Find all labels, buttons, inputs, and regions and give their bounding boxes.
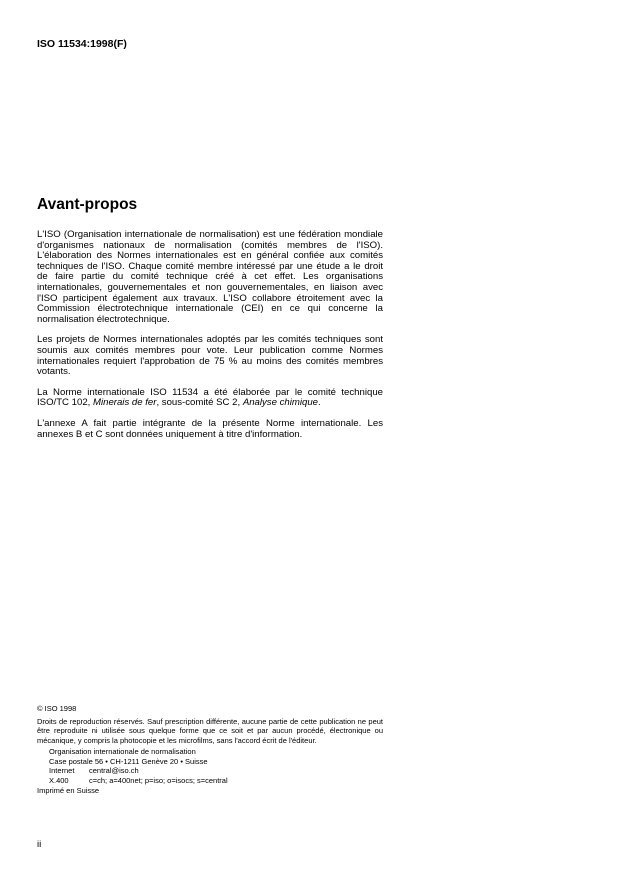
committee-name: Minerais de fer [92,397,157,409]
preparation-text-1: La Norme internationale ISO 11534 a été élaborée par le comité technique ISO/TC 102, [37,386,383,409]
foreword-body [37,230,383,450]
x400-value: c=ch; a=400net; p=iso; o=isocs; s=central [89,775,228,785]
x400-row [49,776,383,786]
page-number: ii [37,839,42,850]
section-title: Avant-propos [37,196,138,213]
paragraph-preparation [37,388,383,409]
org-name: Organisation internationale de normalisation [49,747,196,756]
document-code: ISO 11534:1998(F) [37,38,127,50]
internet-value: central@iso.ch [89,766,139,775]
x400-label: X.400 [49,775,69,785]
printed-in: Imprimé en Suisse [37,786,100,795]
internet-label: Internet [49,766,75,775]
internet-row [49,766,383,776]
paragraph-draft-standards: Les projets de Normes internationales adoptés par les comités techniques sont soumis aux comités membres pour vote. Leur publication comme Normes internationales requiert l'approbation de 75 % au moins des comités membres votants. [37,334,383,378]
postal-address: Case postale 56 • CH-1211 Genève 20 • Suisse [49,756,208,766]
subcommittee-name: Analyse chimique [242,397,319,409]
preparation-text-2: , sous-comité SC 2, [156,397,243,409]
paragraph-annexes: L'annexe A fait partie intégrante de la présente Norme internationale. Les annexes B et C sont données uniquement à titre d'information. [37,417,383,440]
paragraph-iso-intro: L'ISO (Organisation internationale de normalisation) est une fédération mondiale d'organismes nationaux de normalisation (comités membres de l'ISO). L'élaboration des Normes internationales est en général confiée aux comités techniques de l'ISO. Chaque comité membre intéressé par une étude a le droit de faire partie du comité technique créé à cet effet. Les organisations internationales, gouvernementales et non gouvernementales, en liaison avec l'ISO participent également aux travaux. L'ISO collabore étroitement avec la Commission électrotechnique internationale (CEI) en ce qui concerne la normalisation électrotechnique. [37,229,383,325]
copyright-footer [37,704,383,796]
preparation-text-3: . [318,397,321,409]
rights-notice: Droits de reproduction réservés. Sauf prescription différente, aucune partie de cette publication ne peut être reproduite ni utilisée sous quelque forme que ce soit et par aucun procédé, électronique ou mécanique, y compris la photocopie et les microfilms, sans l'accord écrit de l'éditeur. [37,716,383,745]
publisher-address [37,747,383,785]
copyright-line: © ISO 1998 [37,704,77,713]
